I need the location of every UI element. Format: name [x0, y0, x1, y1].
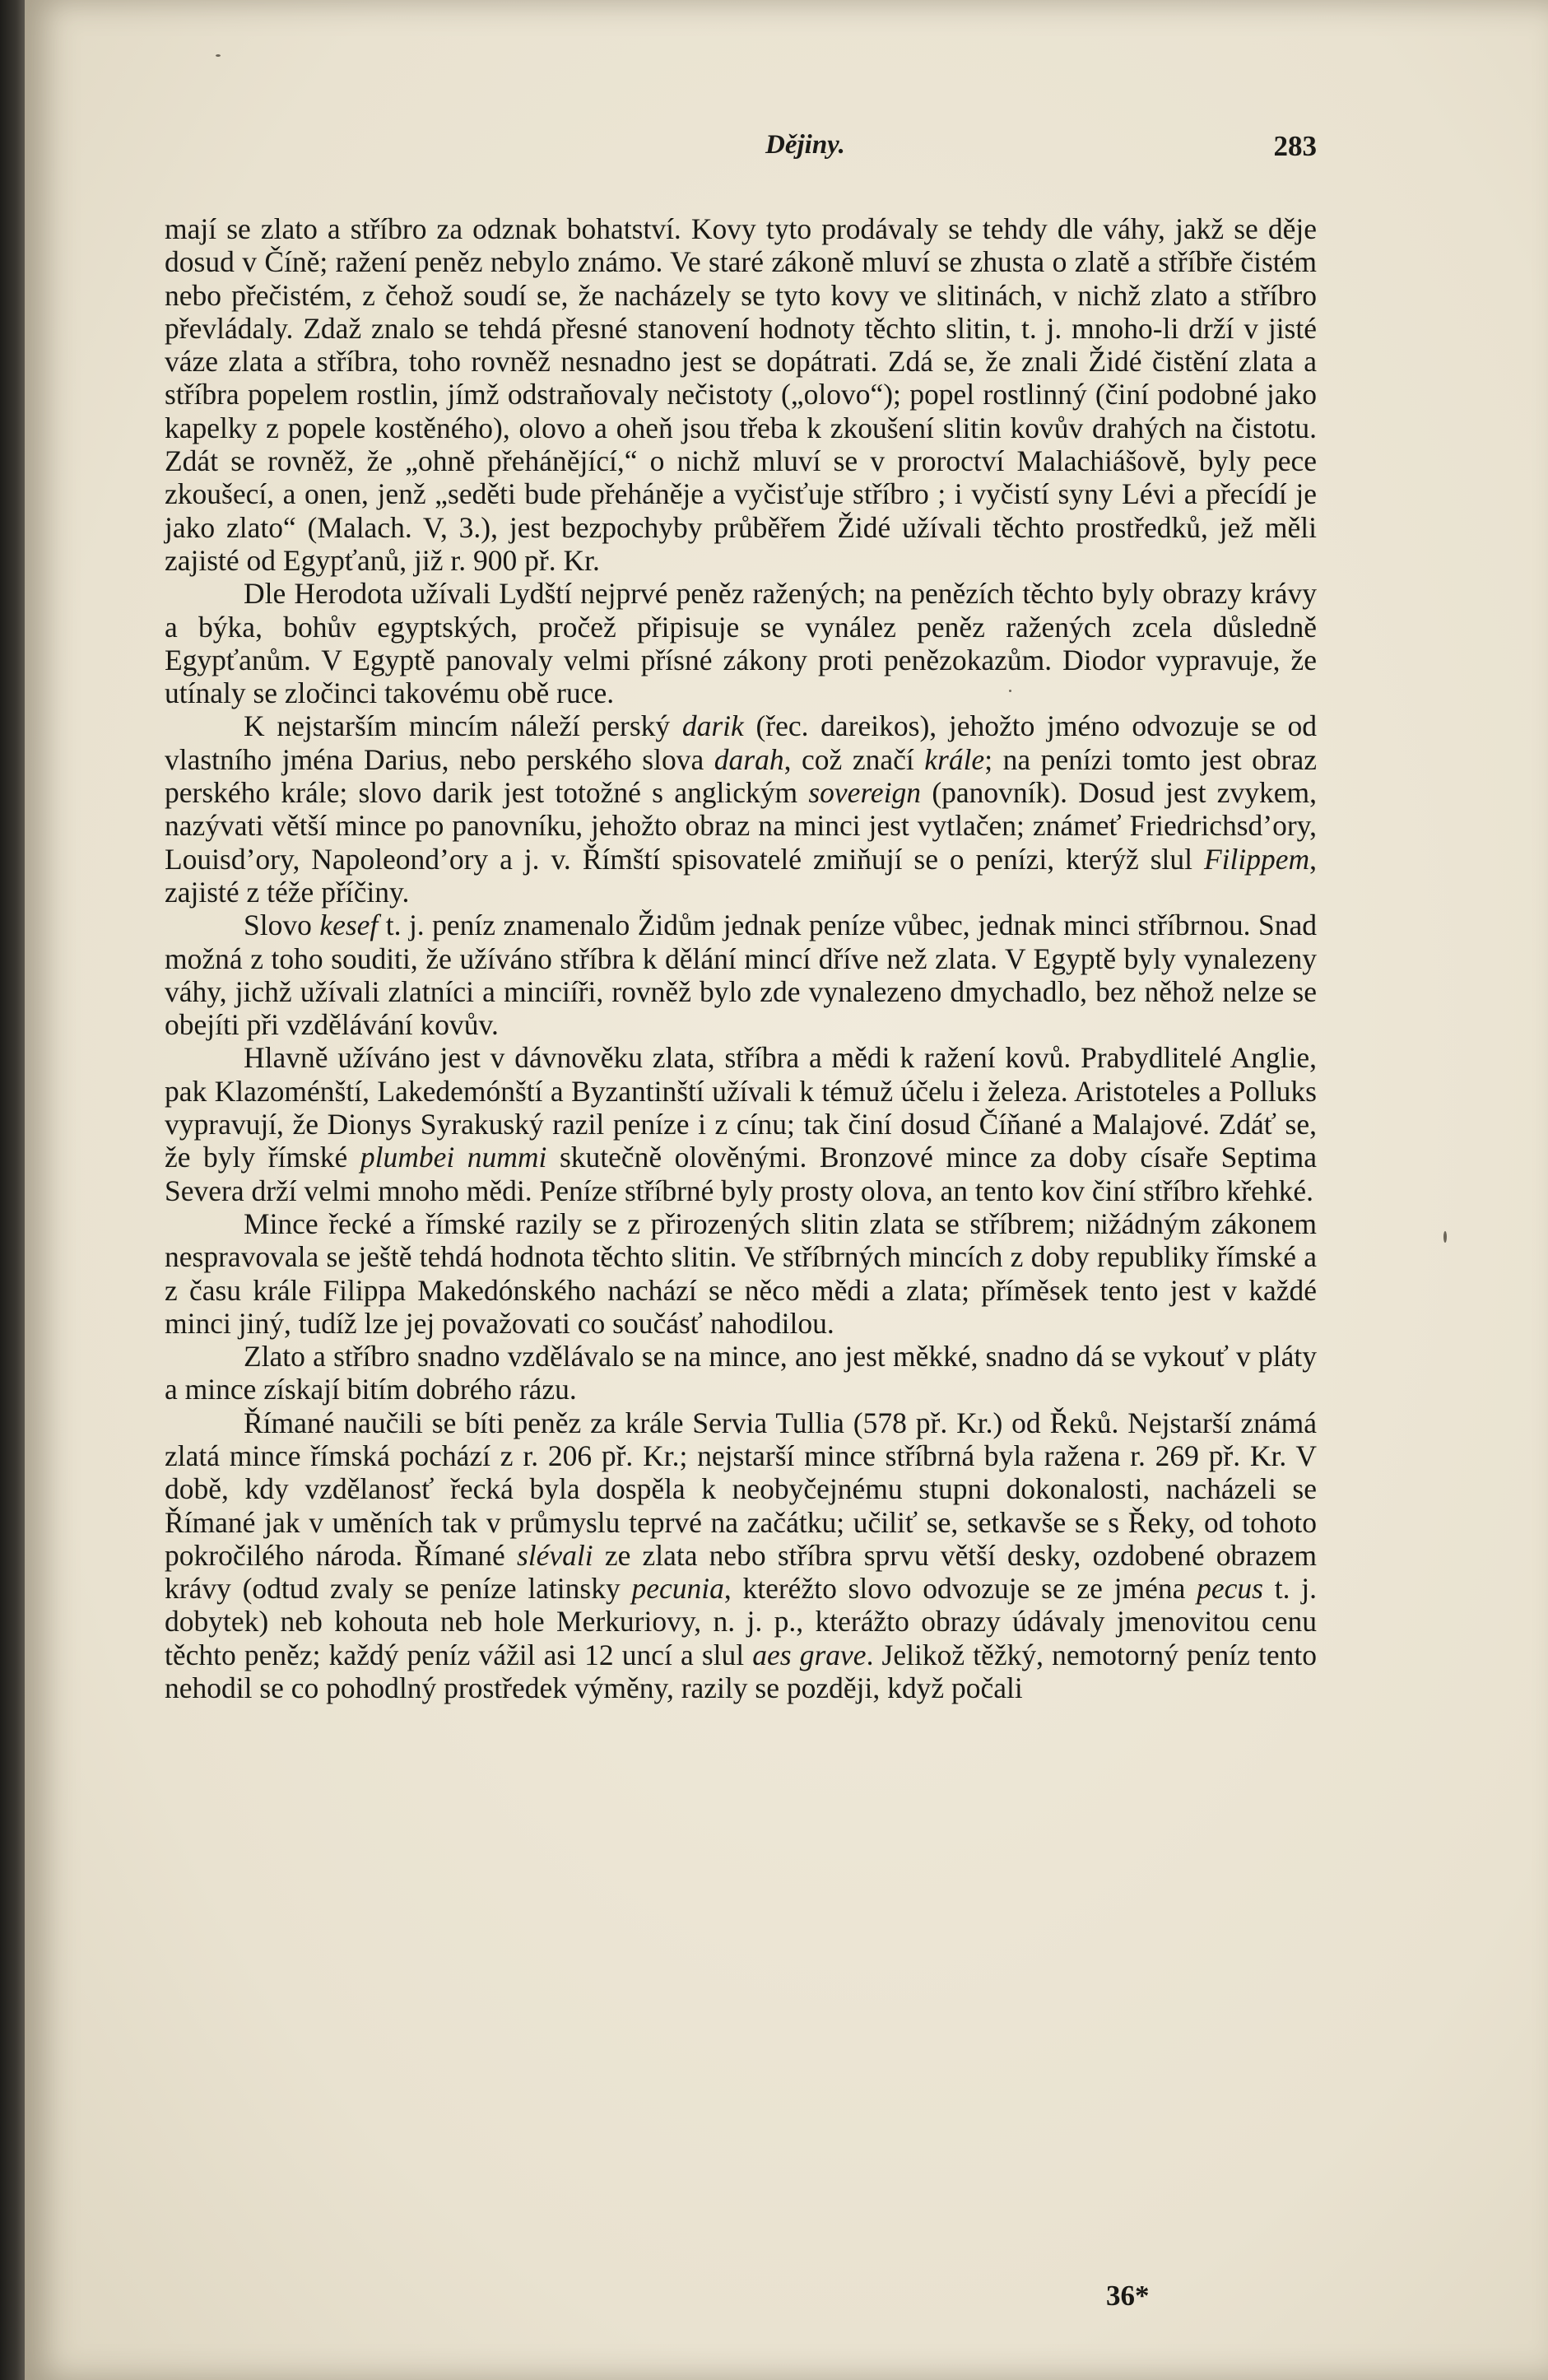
text-run: Zlato a stříbro snadno vzdělávalo se na mince, ano jest měkké, snadno dá se vykouť v pláty a mince získají bitím dobrého rázu.	[165, 1340, 1317, 1406]
italic-term: plumbei nummi	[360, 1141, 547, 1174]
text-run: ze zlata nebo stříbra sprvu větší desky, ozdobené obrazem krávy (odtud zvaly se peníze latinsky	[165, 1538, 1317, 1606]
paragraph	[165, 212, 1317, 577]
text-run: Římané naučili se bíti peněz za krále Servia Tullia (578 př. Kr.) od Řeků. Nejstarší známá zlatá mince římská pochází z r. 206 př. Kr.; nejstarší mince stříbrná byla ražena r. 269 př. Kr. V době, kdy vzdělanosť řecká byla dospěla k neobyčejnému stupni dokonalosti, nacházeli se Římané jak v uměních tak v průmyslu teprvé na začátku; učiliť se, setkavše se s Řeky, od tohoto pokročilého národa. Římané	[165, 1406, 1317, 1572]
text-run: , což značí	[783, 742, 925, 776]
italic-term: krále	[924, 742, 985, 776]
italic-term: darah	[714, 742, 784, 776]
text-run: Hlavně užíváno jest v dávnověku zlata, stříbra a mědi k ražení kovů. Prabydlitelé Anglie, pak Klazoménští, Lakedemónští a Byzantinští užívali k témuž účelu i železa. Aristoteles a Polluks vypravují, že Dionys Syrakuský razil peníze i z cínu; tak činí dosud Číňané a Malajové. Zdáť se, že byly římské	[165, 1041, 1317, 1174]
text-run: ; na penízi tomto jest obraz perského krále; slovo darik jest totožné s anglickým	[165, 742, 1317, 810]
text-run: t. j. dobytek) neb kohouta neb hole Merkuriovy, n. j. p., kterážto obrazy údávaly jmenovitou cenu těchto peněz; každý peníz vážil asi 12 uncí a slul	[165, 1572, 1317, 1671]
body-text	[165, 212, 1317, 1704]
italic-term: slévali	[516, 1538, 593, 1572]
text-run: Mince řecké a římské razily se z přirozených slitin zlata se stříbrem; nižádným zákonem nespravovala se ještě tehdá hodnota těchto slitin. Ve stříbrných mincích z doby republiky římské a z času krále Filippa Makedónského nachází se něco mědi a zlata; příměsek tento jest v každé minci jiný, tudíž lze jej považovati co součásť nahodilou.	[165, 1206, 1317, 1340]
paragraph	[165, 1340, 1317, 1406]
ink-speck	[1443, 1231, 1447, 1243]
paragraph	[165, 909, 1317, 1041]
signature-mark: 36*	[1106, 2280, 1150, 2312]
text-run: (řec. dareikos), jehožto jméno odvozuje se od vlastního jména Darius, nebo perského slova	[165, 709, 1317, 776]
text-run: skutečně olověnými. Bronzové mince za doby císaře Septima Severa drží velmi mnoho mědi. Peníze stříbrné byly prosty olova, an tento kov činí stříbro křehké.	[165, 1141, 1317, 1207]
page-header	[165, 130, 1317, 179]
paragraph	[165, 577, 1317, 709]
text-run: t. j. peníz znamenalo Židům jednak peníze vůbec, jednak minci stříbrnou. Snad možná z toho souditi, že užíváno stříbra k dělání mincí dříve než zlata. V Egyptě byly vynalezeny váhy, jichž užívali zlatníci a minciíři, rovněž bylo zde vynalezeno dmychadlo, bez něhož nelze se obejíti při vzdělávání kovův.	[165, 909, 1317, 1042]
paragraph	[165, 1207, 1317, 1340]
text-run: mají se zlato a stříbro za odznak bohatství. Kovy tyto prodávaly se tehdy dle váhy, jakž se děje dosud v Číně; ražení peněz nebylo známo. Ve staré zákoně mluví se zhusta o zlatě a stříbře čistém nebo přečistém, z čehož soudí se, že nacházely se tyto kovy ve slitinách, v nichž zlato a stříbro převládaly. Zdaž znalo se tehdá přesné stanovení hodnoty těchto slitin, t. j. mnoho-li drží v jisté váze zlata a stříbra, toho rovněž nesnadno jest se dopátrati. Zdá se, že znali Židé čistění zlata a stříbra popelem rostlin, jímž odstraňovaly nečistoty („olovo“); popel rostlinný (činí podobné jako kapelky z popele kostěného), olovo a oheň jsou třeba k zkoušení slitin kovův drahých na čistotu. Zdát se rovněž, že „ohně přehánějící,“ o nichž mluví se v proroctví Malachiášově, byly pece zkoušecí, a onen, jenž „seděti bude přeháněje a vyčisťuje stříbro ; i vyčistí syny Lévi a přecídí je jako zlato“ (Malach. V, 3.), jest bezpochyby průběřem Židé užívali těchto prostředků, jež měli zajisté od Egypťanů, již r. 900 př. Kr.	[165, 212, 1317, 577]
text-run: . Jelikož těžký, nemotorný peníz tento nehodil se co pohodlný prostředek výměny, razily se později, když počali	[165, 1638, 1317, 1705]
text-run: Dle Herodota užívali Lydští nejprvé peněz ražených; na penězích těchto byly obrazy krávy a býka, bohův egyptských, pročež připisuje se vynález peněz ražených zcela důsledně Egypťanům. V Egyptě panovaly velmi přísné zákony proti penězokazům. Diodor vypravuje, že utínaly se zločinci takovému obě ruce.	[165, 577, 1317, 710]
text-run: , kteréžto slovo odvozuje se ze jména	[723, 1572, 1197, 1606]
running-title: Dějiny.	[765, 130, 845, 160]
text-run: Slovo	[244, 909, 320, 942]
italic-term: darik	[681, 709, 744, 743]
italic-term: kesef	[319, 909, 379, 942]
text-run: K nejstarším mincím náleží perský	[244, 709, 682, 743]
page-number: 283	[1273, 130, 1317, 162]
ink-speck	[216, 54, 221, 57]
italic-term: pecunia	[631, 1572, 724, 1606]
italic-term: pecus	[1197, 1572, 1264, 1606]
text-run: (panovník). Dosud jest zvykem, nazývati větší mince po panovníku, jehožto obraz na minci jest vytlačen; známeť Friedrichsd’ory, Louisd’ory, Napoleond’ory a j. v. Římští spisovatelé zmiňují se o penízi, kterýž slul	[165, 776, 1317, 876]
paragraph	[165, 709, 1317, 909]
paragraph	[165, 1406, 1317, 1705]
text-run: , zajisté z téže příčiny.	[165, 842, 1317, 909]
italic-term: Filippem	[1203, 842, 1310, 876]
italic-term: aes grave	[752, 1638, 867, 1671]
paragraph	[165, 1041, 1317, 1206]
italic-term: sovereign	[808, 776, 922, 810]
